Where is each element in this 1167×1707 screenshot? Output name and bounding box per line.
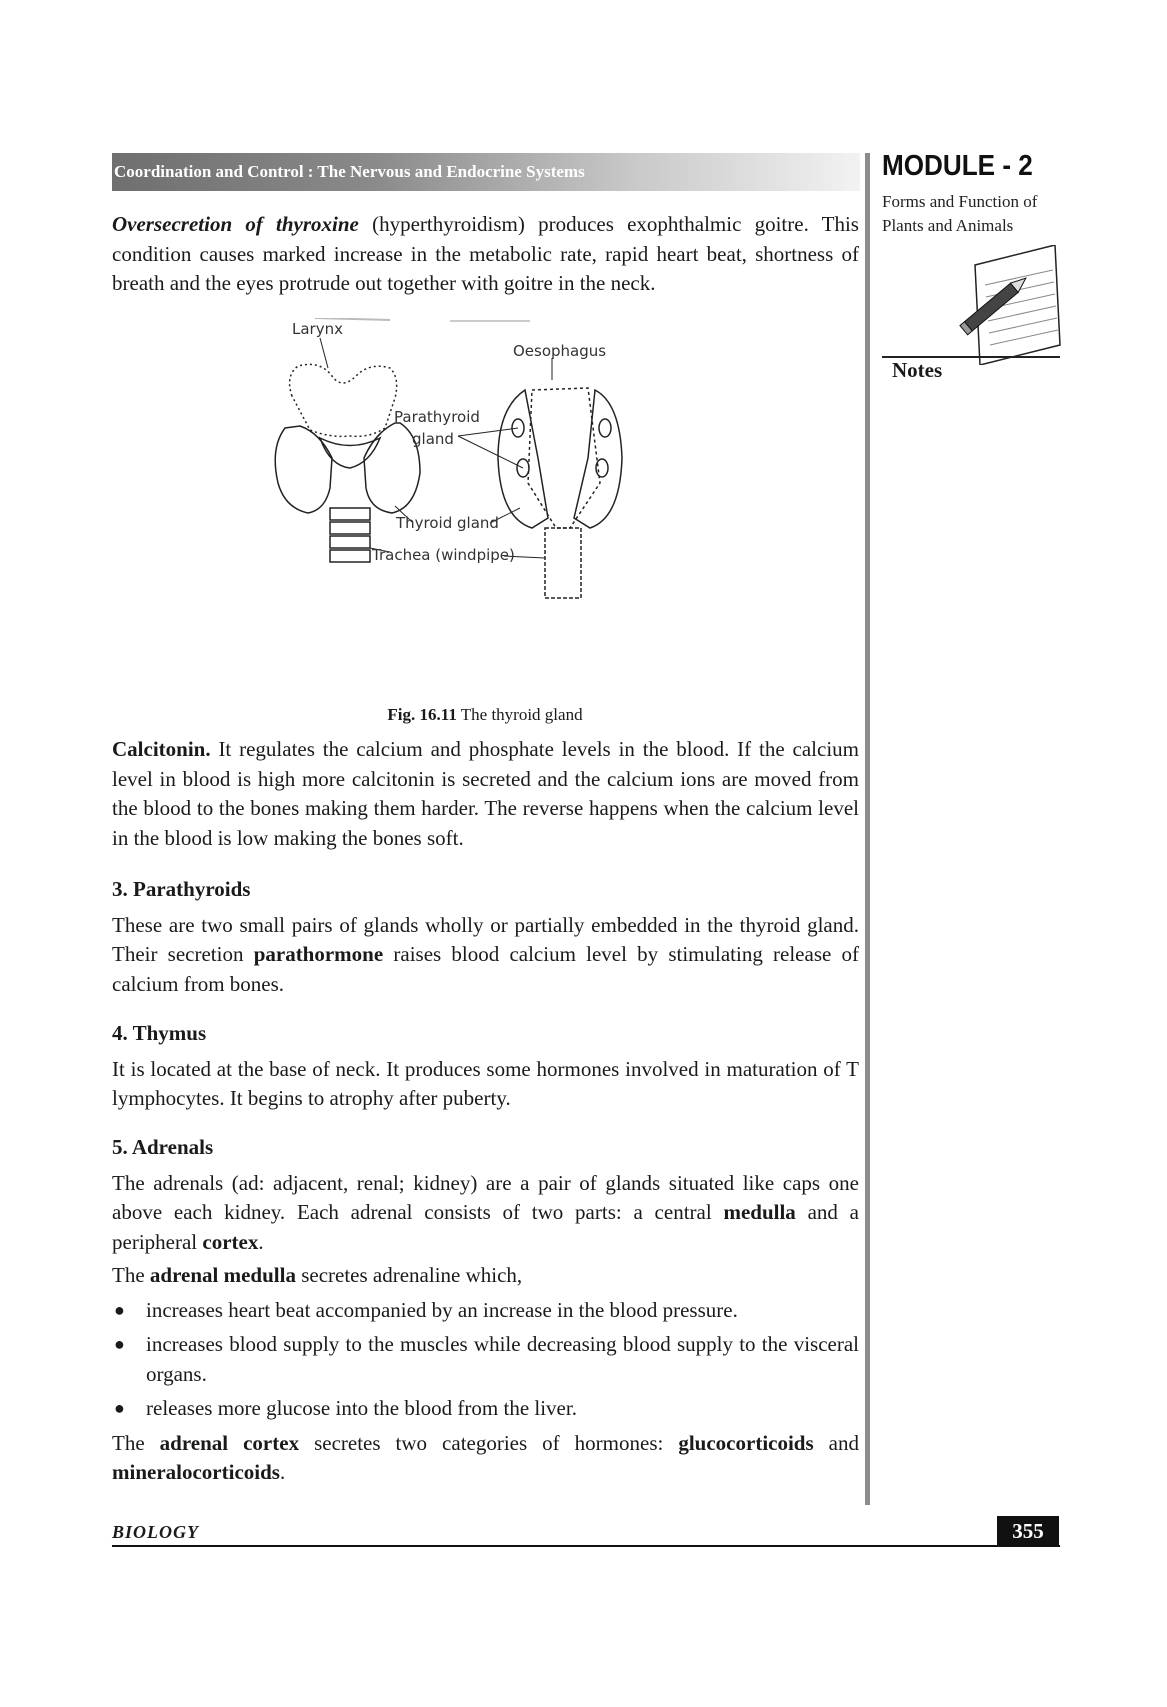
thyroid-figure [270, 318, 690, 618]
hyperthyroidism-text: (hyperthyroidism) produces exophthalmic goitre. This condition causes marked increase in the metabolic rate, rapid heart beat, shortness of breath and the eyes protrude out together with goitre in the neck. [112, 212, 859, 295]
margin-divider [865, 153, 870, 1505]
figure-caption-text: The thyroid gland [456, 705, 583, 724]
cortex-line-3: and [813, 1430, 859, 1455]
bullet-icon: ● [114, 1398, 125, 1418]
section-thymus [112, 1019, 859, 1114]
para-calcitonin [112, 735, 859, 853]
module-title: MODULE - 2 [882, 150, 1033, 182]
module-subtitle [882, 190, 1082, 238]
adrenal-medulla-term: adrenal medulla [149, 1263, 296, 1287]
cortex-term: cortex [202, 1229, 259, 1254]
cortex-line-4: . [279, 1460, 286, 1484]
calcitonin-lead: Calcitonin. [112, 737, 211, 761]
figure-caption [0, 705, 970, 725]
chapter-header: Coordination and Control : The Nervous and Endocrine Systems [112, 153, 860, 191]
adrenals-text-2: and a peripheral [112, 1200, 859, 1254]
label-oesophagus: Oesophagus [513, 342, 607, 360]
hyperthyroidism-lead: Oversecretion of thyroxine [112, 212, 359, 236]
page-number: 355 [997, 1516, 1059, 1546]
medulla-line-1: The [112, 1263, 150, 1287]
section-adrenals [112, 1133, 859, 1488]
module-subtitle-line-2: Plants and Animals [882, 216, 1014, 235]
bullet-text-2: increases blood supply to the muscles while decreasing blood supply to the visceral organs. [146, 1332, 859, 1386]
medulla-term: medulla [723, 1200, 796, 1224]
bullet-text-1: increases heart beat accompanied by an increase in the blood pressure. [146, 1297, 738, 1322]
adrenals-text-1: The adrenals (ad: adjacent, renal; kidney) are a pair of glands situated like caps one above each kidney. Each adrenal consists of two parts: a central [112, 1170, 859, 1224]
footer-subject: BIOLOGY [112, 1522, 199, 1542]
bullet-item [112, 1296, 859, 1326]
calcitonin-text: It regulates the calcium and phosphate levels in the blood. If the calcium level in blood is high more calcitonin is secreted and the calcium ions are moved from the blood to the bones making them harder. The reverse happens when the calcium level in the blood is low making the bones soft. [112, 737, 859, 850]
cortex-line-1: The [112, 1430, 160, 1455]
bullet-item [112, 1394, 859, 1424]
notes-label: Notes [892, 358, 943, 382]
label-trachea: Trachea (windpipe) [372, 546, 515, 564]
parathormone-term: parathormone [253, 942, 384, 966]
para-hyperthyroidism [112, 210, 859, 299]
mineralocorticoids-term: mineralocorticoids [112, 1460, 280, 1484]
glucocorticoids-term: glucocorticoids [678, 1430, 814, 1455]
heading-parathyroids: 3. Parathyroids [112, 877, 251, 901]
bullet-text-3: releases more glucose into the blood from the liver. [146, 1396, 577, 1420]
module-subtitle-line-1: Forms and Function of [882, 192, 1038, 211]
label-larynx: Larynx [292, 320, 343, 338]
bullet-icon: ● [114, 1334, 125, 1354]
front-view-gland [275, 364, 420, 562]
adrenal-cortex-term: adrenal cortex [159, 1430, 300, 1455]
heading-thymus: 4. Thymus [112, 1021, 207, 1045]
footer-rule [112, 1545, 1060, 1547]
parathyroids-text-2: raises blood calcium level by stimulating release of calcium from bones. [112, 942, 860, 996]
cortex-line-2: secretes two categories of hormones: [299, 1430, 679, 1455]
label-parathyroid: Parathyroid [394, 408, 480, 426]
adrenals-text-3: . [258, 1229, 264, 1254]
thymus-text: It is located at the base of neck. It produces some hormones involved in maturation of T lymphocytes. It begins to atrophy after puberty. [112, 1056, 859, 1110]
figure-caption-number: Fig. 16.11 [387, 705, 457, 724]
label-thyroid-gland: Thyroid gland [396, 514, 499, 532]
heading-adrenals: 5. Adrenals [112, 1135, 214, 1159]
medulla-line-2: secretes adrenaline which, [295, 1263, 523, 1287]
notepad-pencil-icon [945, 245, 1065, 365]
back-view-gland [498, 388, 622, 598]
bullet-icon: ● [114, 1299, 125, 1320]
parathyroids-text-1: These are two small pairs of glands wholly or partially embedded in the thyroid gland. Their secretion [112, 912, 859, 966]
bullet-item [112, 1330, 859, 1389]
section-parathyroids [112, 875, 859, 999]
label-parathyroid-gland: gland [412, 430, 454, 448]
